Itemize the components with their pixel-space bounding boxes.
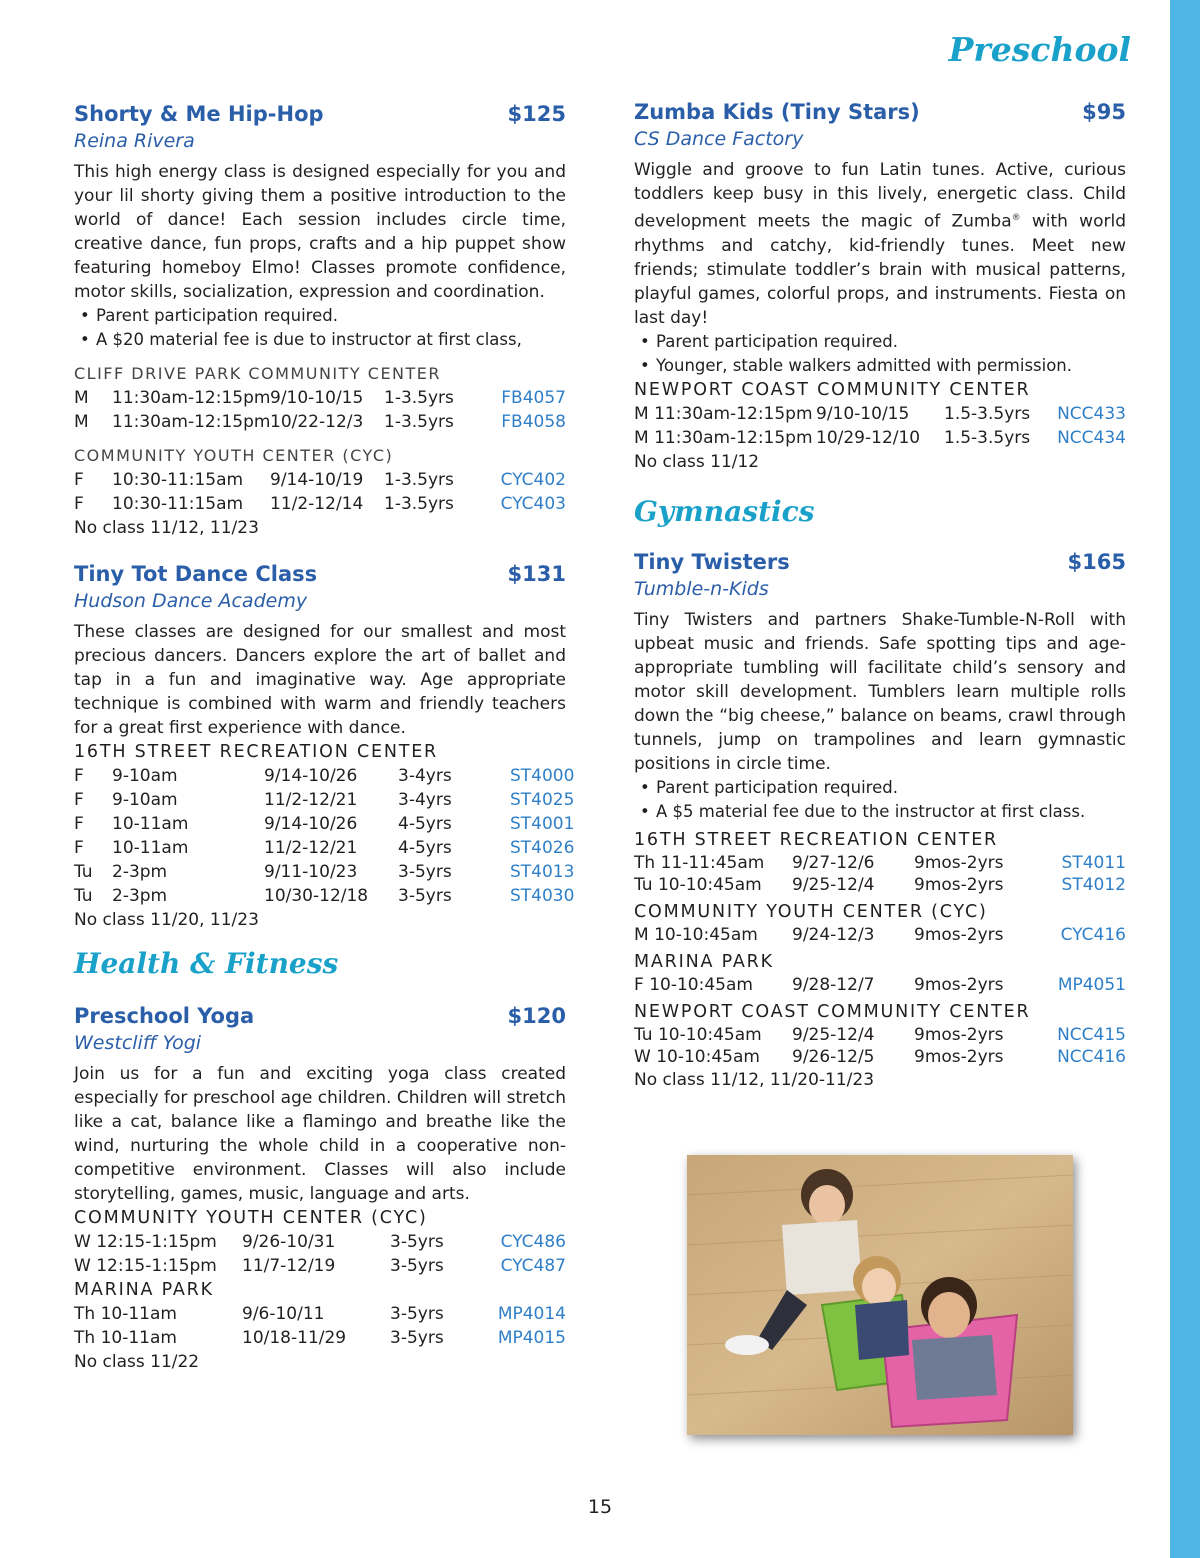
class-title-row [74,100,566,128]
table-cell: M [74,412,89,432]
table-cell: 1.5-3.5yrs [944,427,1031,448]
class-title-row [74,560,566,588]
schedule-table [74,1302,566,1350]
table-cell: 9/10-10/15 [270,388,364,408]
day-cell: Tu [634,874,653,895]
table-cell: 4-5yrs [398,814,452,834]
list-item: • Parent participation required. [74,304,566,328]
course-code: ST4012 [1061,874,1126,895]
course-code: ST4011 [1061,852,1126,873]
table-cell: 9/25-12/4 [792,1024,875,1045]
table-row [74,788,575,812]
course-code: NCC434 [1057,427,1126,448]
day-cell: M [634,924,649,945]
table-cell: 1.5-3.5yrs [944,403,1031,424]
class-price: $95 [1082,100,1126,124]
time-cell: 10-10:45am [657,874,762,895]
location-header: CLIFF DRIVE PARK COMMUNITY CENTER [74,364,442,383]
table-row [74,1326,566,1350]
table-row [634,1024,1126,1046]
class-instructor: Tumble-n-Kids [634,577,769,600]
table-cell: F [74,470,84,490]
no-class-note: No class 11/12 [634,451,760,472]
class-price: $131 [507,562,566,586]
table-row [634,1046,1126,1068]
location-header: MARINA PARK [634,951,774,972]
table-cell: 9/11-10/23 [264,862,358,882]
table-row [74,386,566,410]
time-cell: 10-10:45am [657,1024,762,1045]
table-row [74,812,575,836]
table-cell: 10/29-12/10 [816,427,921,448]
day-cell: Tu [634,1024,653,1045]
time-cell: 10-10:45am [649,974,753,995]
table-cell: 3-5yrs [390,1256,444,1276]
table-row [634,402,1126,426]
table-cell: 11/2-12/21 [264,838,358,858]
table-cell [74,1302,242,1326]
class-title: Preschool Yoga [74,1004,255,1028]
list-item: • Younger, stable walkers admitted with permission. [634,354,1126,378]
class-description: These classes are designed for our smallest and most precious dancers. Dancers explore the art of ballet and tap in a fun and imaginative way. Age appropriate technique is combined with warm and friendly teachers for a great first experience with dance. [74,622,566,738]
table-cell: 2-3pm [112,886,168,906]
table-cell [634,426,816,450]
table-cell: 9mos-2yrs [914,852,1004,873]
course-code: CYC403 [500,494,566,514]
time-cell: 11-11:45am [660,852,765,873]
table-cell [634,1024,792,1046]
class-instructor: Reina Rivera [74,130,195,152]
table-cell: 3-5yrs [390,1232,444,1252]
table-cell: 9/25-12/4 [792,874,875,895]
table-cell: 10/30-12/18 [264,886,369,906]
class-notes-list [74,304,566,352]
table-cell [74,1326,242,1350]
table-cell: 10:30-11:15am [112,494,244,514]
class-instructor: CS Dance Factory [634,128,804,150]
schedule-table [634,852,1126,896]
schedule-table [74,1230,566,1278]
course-code: CYC486 [500,1232,566,1252]
table-cell: 1-3.5yrs [384,412,454,432]
description-part: Wiggle and groove to fun Latin tunes. Active, curious toddlers keep busy in this lively, energetic class. Child development meets the magic of Zumba [634,160,1126,232]
day-cell: M [634,403,649,424]
time-cell: 10-11am [100,1304,177,1324]
class-title: Zumba Kids (Tiny Stars) [634,100,920,124]
class-tiny-twisters [634,548,1126,1092]
table-cell: F [74,814,84,834]
day-cell: Th [74,1304,96,1324]
table-cell: 9mos-2yrs [914,924,1004,945]
table-cell [74,1254,242,1278]
page-section-title: Preschool [948,30,1131,69]
course-code: ST4001 [510,814,575,834]
no-class-note: No class 11/12, 11/23 [74,518,259,538]
table-cell [634,924,792,946]
time-cell: 10-11am [100,1328,177,1348]
table-cell: 3-4yrs [398,766,452,786]
table-cell: 1-3.5yrs [384,494,454,514]
table-cell: 9mos-2yrs [914,974,1004,995]
course-code: ST4013 [510,862,575,882]
table-row [74,1230,566,1254]
table-cell [634,852,792,874]
table-cell: 9/26-12/5 [792,1046,875,1067]
table-cell: 9/14-10/19 [270,470,364,490]
table-cell: 4-5yrs [398,838,452,858]
table-cell: 9/10-10/15 [816,403,910,424]
table-row [74,468,566,492]
class-instructor: Hudson Dance Academy [74,590,308,612]
registered-mark: ® [1011,213,1021,223]
left-column [74,100,575,1374]
table-cell: 10:30-11:15am [112,470,244,490]
list-item: • A $5 material fee due to the instructor at first class. [634,800,1126,824]
day-cell: Th [74,1328,96,1348]
location-header: COMMUNITY YOUTH CENTER (CYC) [74,446,394,465]
course-code: ST4000 [510,766,575,786]
section-heading-gymnastics: Gymnastics [634,494,815,528]
class-title: Tiny Twisters [634,549,790,574]
table-row [634,426,1126,450]
table-row [74,836,575,860]
location-header: NEWPORT COAST COMMUNITY CENTER [634,379,1031,400]
schedule-table [634,402,1126,450]
table-cell: 3-5yrs [390,1304,444,1324]
table-cell: 1-3.5yrs [384,388,454,408]
class-tiny-tot-dance [74,560,575,932]
table-cell: 9mos-2yrs [914,1046,1004,1067]
table-row [74,1254,566,1278]
table-cell [634,402,816,426]
table-row [74,492,566,516]
table-cell: 9mos-2yrs [914,874,1004,895]
course-code: MP4051 [1057,974,1126,995]
table-cell: 11/2-12/21 [264,790,358,810]
class-shorty-hip-hop [74,100,566,540]
location-header: COMMUNITY YOUTH CENTER (CYC) [74,1208,428,1228]
day-cell: Th [634,852,656,873]
class-price: $120 [507,1004,566,1028]
class-title-row [74,1002,566,1030]
table-row [634,874,1126,896]
description-part: with world rhythms and catchy, kid-friendly tunes. Meet new friends; stimulate toddler’s brain with musical patterns, playful games, colorful props, and instruments. Fiesta on last day! [634,211,1126,328]
time-cell: 10-10:45am [654,924,758,945]
class-title: Tiny Tot Dance Class [74,562,318,586]
schedule-table [634,974,1126,996]
table-cell: 9/6-10/11 [242,1304,325,1324]
table-cell: 10-11am [112,838,189,858]
class-description: Tiny Twisters and partners Shake-Tumble-N-Roll with upbeat music and friends. Safe spotting tips and age-appropriate tumbling will facilitate child’s sensory and motor skill development. Tumblers learn multiple rolls down the “big cheese,” balance on beams, crawl through tunnels, jump on trampolines and learn gymnastic positions in circle time. [634,609,1126,774]
no-class-note: No class 11/22 [74,1352,200,1372]
class-description: This high energy class is designed especially for you and your lil shorty giving them a positive introduction to the world of dance! Each session includes circle time, creative dance, fun props, crafts and a hip puppet show featuring homeboy Elmo! Classes promote confidence, motor skills, socialization, expression and coordination. [74,162,566,302]
class-title-row [634,548,1126,576]
class-description [634,158,1126,330]
table-cell: 3-4yrs [398,790,452,810]
course-code: NCC433 [1057,403,1126,424]
schedule-table [634,1024,1126,1068]
course-code: CYC416 [1060,924,1126,945]
time-cell: 11:30am-12:15pm [654,427,813,448]
course-code: FB4058 [501,412,566,432]
table-cell: 9mos-2yrs [914,1024,1004,1045]
class-zumba-kids [634,98,1126,474]
course-code: FB4057 [501,388,566,408]
schedule-table [74,764,575,908]
course-code: ST4030 [510,886,575,906]
table-row [74,884,575,908]
location-header: MARINA PARK [74,1280,214,1300]
table-cell: M [74,388,89,408]
class-description: Join us for a fun and exciting yoga class created especially for preschool age children. Children will stretch like a cat, balance like a flamingo and breathe like the wind, nurturing the whole child in a cooperative non-competitive environment. Classes will also include storytelling, games, music, language and arts. [74,1064,566,1204]
table-cell: 11/2-12/14 [270,494,364,514]
class-price: $125 [507,102,566,126]
table-cell: 11:30am-12:15pm [112,388,271,408]
list-item: • Parent participation required. [634,330,1126,354]
table-cell: 11:30am-12:15pm [112,412,271,432]
table-cell: 3-5yrs [390,1328,444,1348]
course-code: MP4015 [497,1328,566,1348]
children-playing-photo [687,1155,1073,1435]
table-cell: 9/24-12/3 [792,924,875,945]
table-cell: 2-3pm [112,862,168,882]
time-cell: 11:30am-12:15pm [654,403,813,424]
table-cell: F [74,494,84,514]
table-cell: 3-5yrs [398,886,452,906]
table-row [74,764,575,788]
table-cell [634,1046,792,1068]
table-row [634,974,1126,996]
class-title-row [634,98,1126,126]
time-cell: 12:15-1:15pm [96,1232,217,1252]
table-cell: 10-11am [112,814,189,834]
course-code: ST4026 [510,838,575,858]
table-row [634,924,1126,946]
location-header: COMMUNITY YOUTH CENTER (CYC) [634,901,988,922]
day-cell: F [634,974,644,995]
table-cell: 9/28-12/7 [792,974,875,995]
table-cell: 9/14-10/26 [264,766,358,786]
table-cell: 9/27-12/6 [792,852,875,873]
schedule-table [634,924,1126,946]
section-heading-health-fitness: Health & Fitness [74,947,339,980]
table-row [634,852,1126,874]
time-cell: 12:15-1:15pm [96,1256,217,1276]
table-cell: 10/22-12/3 [270,412,364,432]
table-cell [634,974,792,996]
table-cell: Tu [74,862,93,882]
list-item: • A $20 material fee is due to instructor at first class, [74,328,566,352]
class-notes-list [634,776,1126,824]
class-notes-list [634,330,1126,378]
table-row [74,410,566,434]
table-cell: 9-10am [112,766,178,786]
time-cell: 10-10:45am [656,1046,760,1067]
schedule-table [74,386,566,434]
class-instructor: Westcliff Yogi [74,1032,202,1054]
table-cell: 10/18-11/29 [242,1328,347,1348]
side-color-bar [1170,0,1200,1558]
table-cell [74,1230,242,1254]
table-cell: 11/7-12/19 [242,1256,336,1276]
list-item: • Parent participation required. [634,776,1126,800]
course-code: NCC415 [1057,1024,1126,1045]
location-header: 16TH STREET RECREATION CENTER [74,742,439,762]
day-cell: M [634,427,649,448]
schedule-table [74,468,566,516]
table-cell: 3-5yrs [398,862,452,882]
course-code: NCC416 [1057,1046,1126,1067]
table-cell: F [74,838,84,858]
course-code: ST4025 [510,790,575,810]
table-cell: 9/26-10/31 [242,1232,336,1252]
course-code: CYC402 [500,470,566,490]
right-column [634,98,1126,1092]
day-cell: W [634,1046,651,1067]
no-class-note: No class 11/12, 11/20-11/23 [634,1069,875,1090]
course-code: CYC487 [500,1256,566,1276]
photo-illustration [687,1155,1073,1435]
table-cell: F [74,790,84,810]
class-price: $165 [1067,549,1126,574]
table-cell: 9/14-10/26 [264,814,358,834]
class-title: Shorty & Me Hip-Hop [74,102,324,126]
day-cell: W [74,1256,91,1276]
table-cell: F [74,766,84,786]
day-cell: W [74,1232,91,1252]
table-row [74,1302,566,1326]
page-number: 15 [587,1496,613,1518]
table-cell: 9-10am [112,790,178,810]
table-cell: 1-3.5yrs [384,470,454,490]
location-header: NEWPORT COAST COMMUNITY CENTER [634,1001,1031,1022]
course-code: MP4014 [497,1304,566,1324]
table-cell [634,874,792,896]
no-class-note: No class 11/20, 11/23 [74,910,259,930]
table-row [74,860,575,884]
location-header: 16TH STREET RECREATION CENTER [634,829,999,850]
table-cell: Tu [74,886,93,906]
class-preschool-yoga [74,1002,566,1374]
